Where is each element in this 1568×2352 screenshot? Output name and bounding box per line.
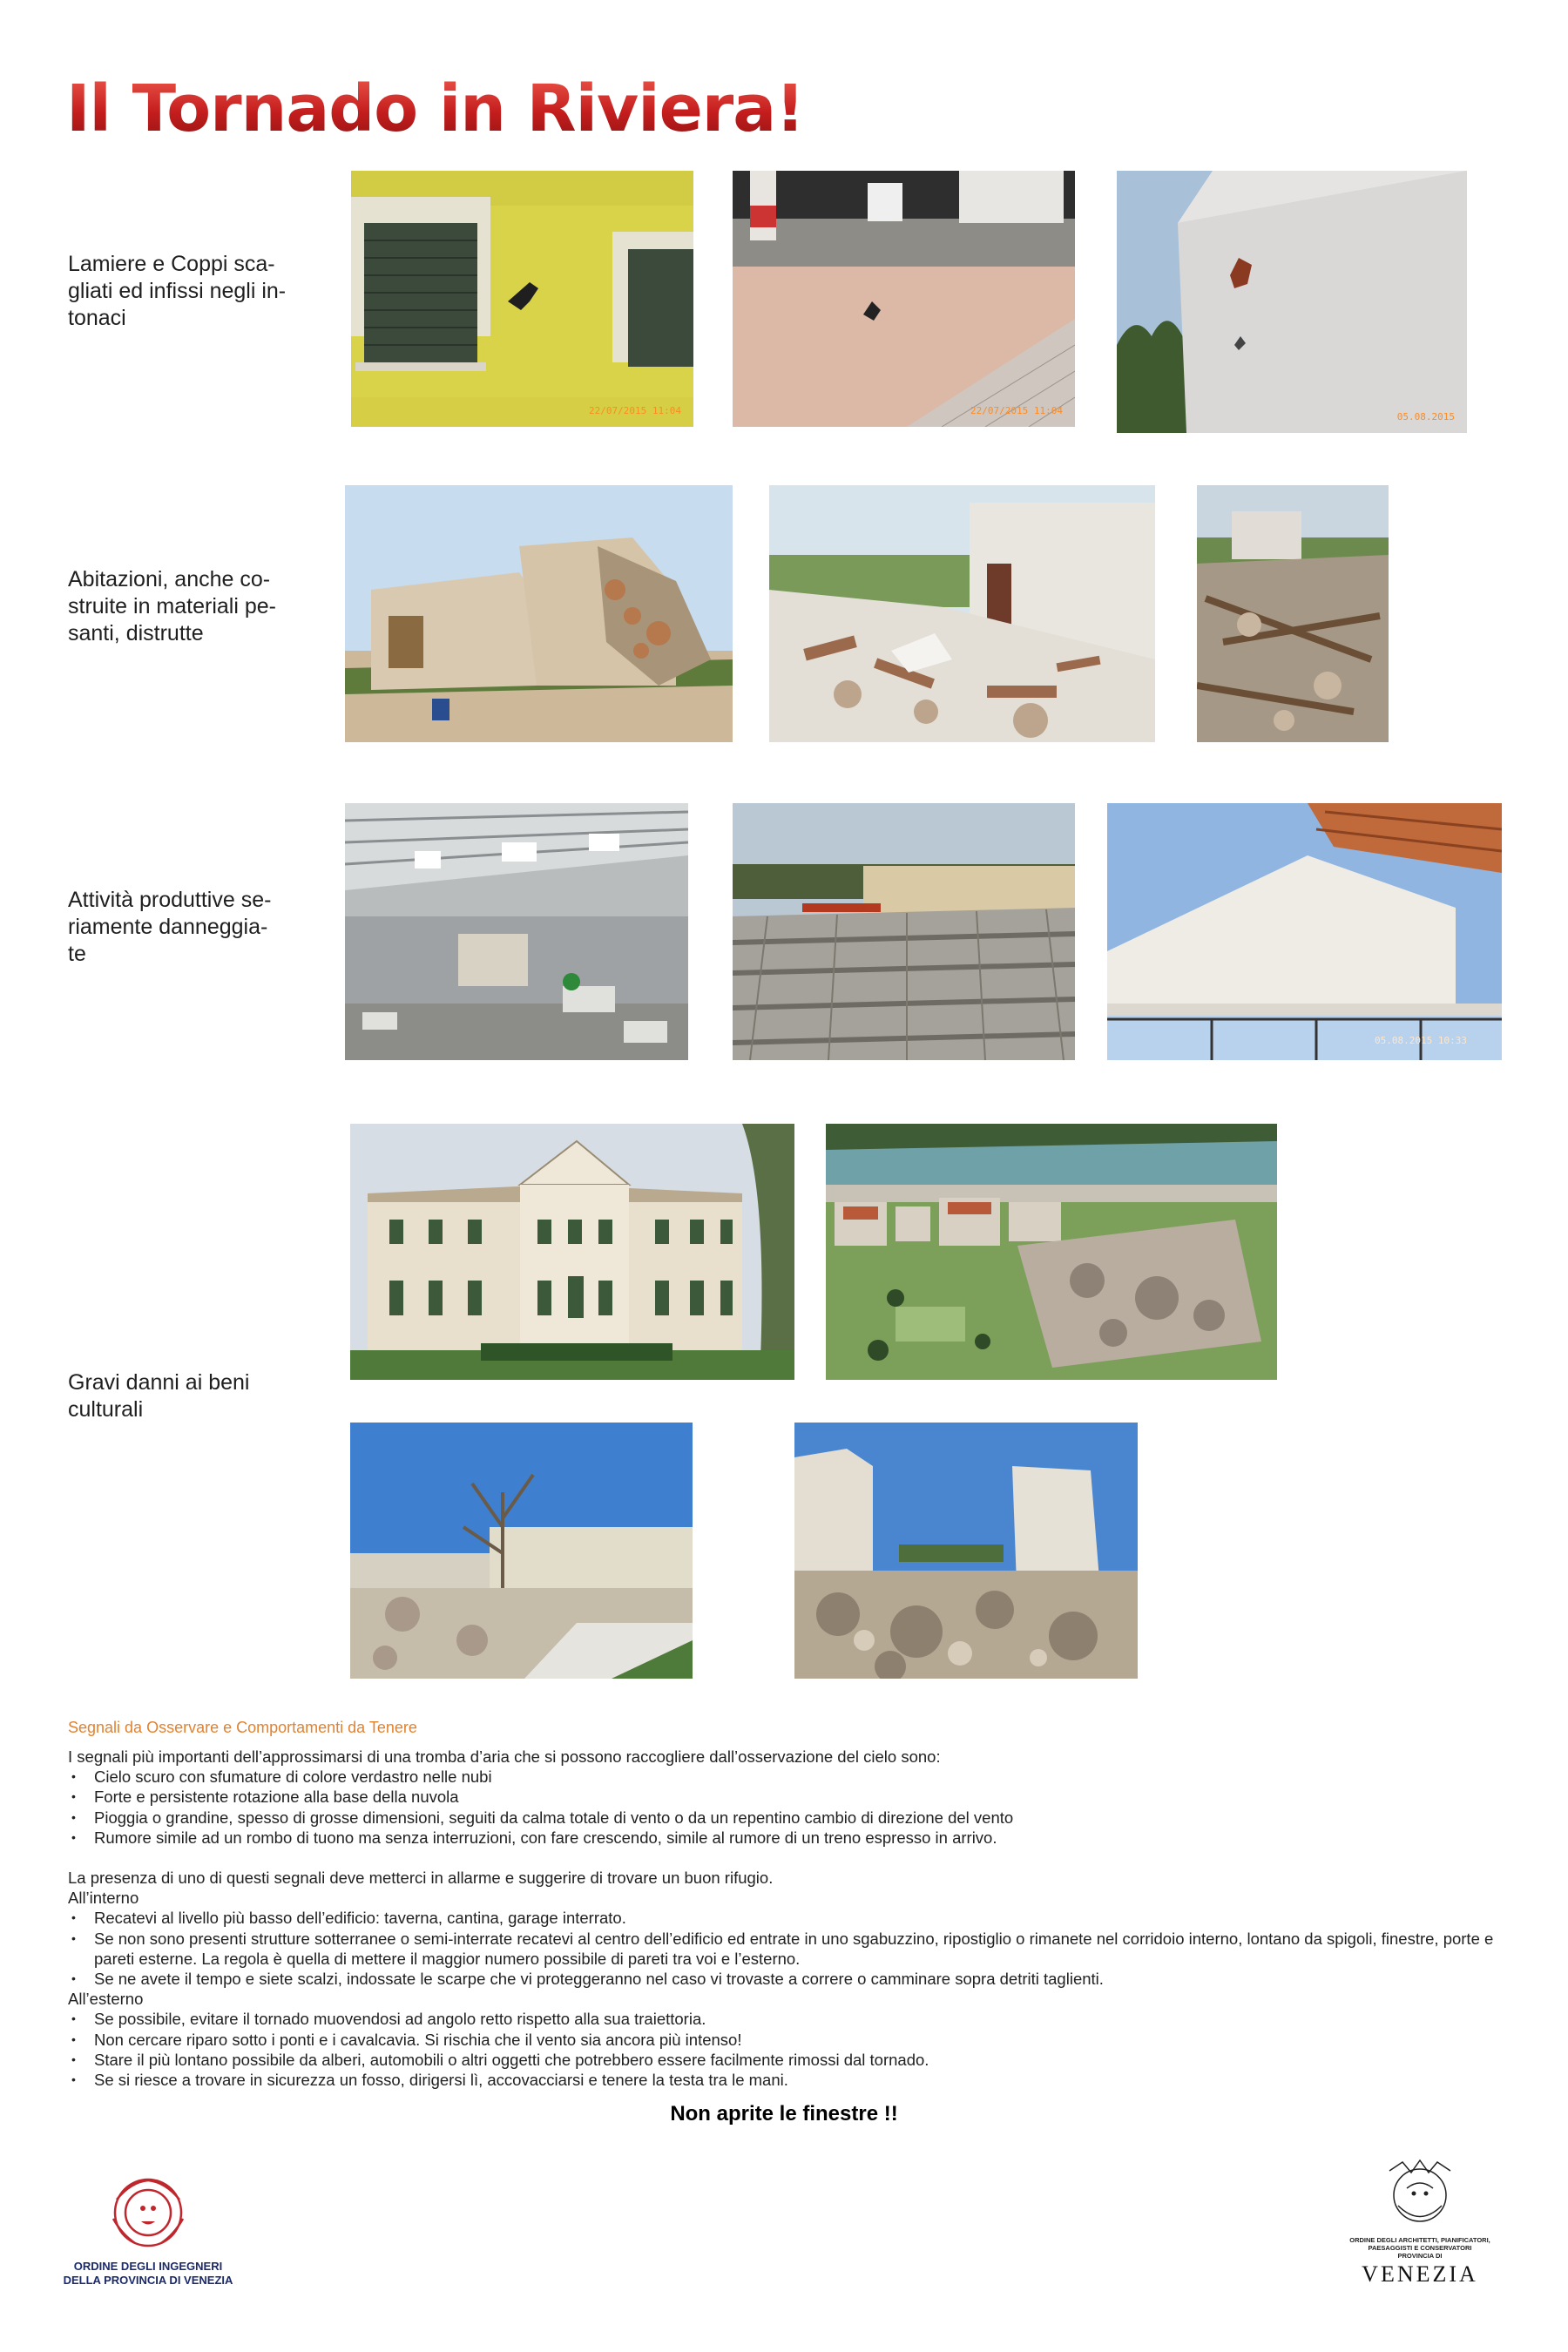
list-item: • Stare il più lontano possibile da alberi, automobili o altri oggetti che potrebbero essere facilmente rimossi dal tornado.	[68, 2050, 1505, 2070]
photo-yellow-wall	[351, 171, 693, 427]
list-item: • Pioggia o grandine, spesso di grosse dimensioni, seguiti da calma totale di vento o da un repentino cambio di direzione del vento	[68, 1808, 1505, 1828]
lion-emblem-icon	[1372, 2153, 1468, 2232]
list-item: • Se non sono presenti strutture sotterranee o semi-interrate recatevi al centro dell’edificio ed entrate in uno sgabuzzino, ripostiglio o rimanete nel corridoio interno, lontano da spigoli, finestre, porte e pareti esterne. La regola è quella di mettere il maggior numero possibile di pareti tra voi e l’esterno.	[68, 1929, 1505, 1969]
caption-houses: Abitazioni, anche co- struite in materiali pe- santi, distrutte	[68, 567, 276, 645]
engineers-name-line1: ORDINE DEGLI INGEGNERI	[73, 2260, 223, 2273]
photo-ruined-tree	[350, 1423, 693, 1679]
list-item: • Rumore simile ad un rombo di tuono ma senza interruzioni, con fare crescendo, simile al rumore di un treno espresso in arrivo.	[68, 1828, 1505, 1848]
photo-ruined-interior	[769, 485, 1155, 742]
signals-intro: I segnali più importanti dell’approssimarsi di una tromba d’aria che si possono raccogliere dall’osservazione del cielo sono:	[68, 1747, 941, 1766]
list-item: • Non cercare riparo sotto i ponti e i cavalcavia. Si rischia che il vento sia ancora più intenso!	[68, 2030, 1505, 2050]
inside-list	[68, 1908, 1505, 1989]
page-title: Il Tornado in Riviera!	[66, 71, 804, 146]
outside-list	[68, 2009, 1505, 2090]
caption-industry: Attività produttive se- riamente danneggia- te	[68, 888, 272, 966]
photo-timestamp: 22/07/2015 11:04	[970, 405, 1063, 416]
photo-damaged-roof-frame	[1107, 803, 1502, 1060]
photo-wall-corner	[1117, 171, 1467, 433]
alarm-text: La presenza di uno di questi segnali deve metterci in allarme e suggerire di trovare un buon rifugio.	[68, 1869, 774, 1888]
signs-list	[68, 1767, 1505, 1848]
caption-cultural-heritage: Gravi danni ai beni culturali	[68, 1370, 250, 1422]
list-item: • Forte e persistente rotazione alla base della nuvola	[68, 1787, 1505, 1807]
photo-factory-interior	[345, 803, 688, 1060]
list-item: • Cielo scuro con sfumature di colore verdastro nelle nubi	[68, 1767, 1505, 1787]
photo-window-sill	[733, 171, 1075, 427]
architects-name-line2: PAESAGGISTI E CONSERVATORI	[1368, 2244, 1472, 2252]
list-item: • Se si riesce a trovare in sicurezza un fosso, dirigersi lì, accovacciarsi e tenere la testa tra le mani.	[68, 2070, 1505, 2090]
photo-factory-roof	[733, 803, 1075, 1060]
architects-logo	[1342, 2153, 1498, 2288]
outside-label: All’esterno	[68, 1990, 144, 2009]
engineers-name-line2: DELLA PROVINCIA DI VENEZIA	[63, 2274, 233, 2287]
caption-roof-tiles: Lamiere e Coppi sca- gliati ed infissi negli in- tonaci	[68, 252, 287, 330]
inside-label: All’interno	[68, 1889, 139, 1908]
architects-name-line1: ORDINE DEGLI ARCHITETTI, PIANIFICATORI,	[1349, 2236, 1490, 2244]
signals-body	[68, 1747, 1505, 2090]
photo-timestamp: 22/07/2015 11:04	[589, 405, 681, 416]
list-item: • Se possibile, evitare il tornado muovendosi ad angolo retto rispetto alla sua traiettoria.	[68, 2009, 1505, 2029]
lion-emblem-icon	[105, 2173, 192, 2252]
photo-villa-before	[350, 1124, 794, 1380]
photo-timestamp: 05.08.2015 10:33	[1375, 1035, 1467, 1046]
photo-destroyed-house	[345, 485, 733, 742]
warning-text: Non aprite le finestre !!	[670, 2102, 898, 2126]
photo-rubble-walls	[794, 1423, 1138, 1679]
photo-villa-aerial-damage	[826, 1124, 1277, 1380]
architects-name-line3: PROVINCIA DI	[1397, 2252, 1443, 2260]
list-item: • Recatevi al livello più basso dell’edificio: taverna, cantina, garage interrato.	[68, 1908, 1505, 1928]
engineers-logo	[61, 2173, 235, 2288]
photo-collapsed-house	[1197, 485, 1389, 742]
signals-heading: Segnali da Osservare e Comportamenti da Tenere	[68, 1719, 417, 1736]
architects-city: VENEZIA	[1362, 2261, 1478, 2287]
list-item: • Se ne avete il tempo e siete scalzi, indossate le scarpe che vi proteggeranno nel caso vi trovaste a correre o camminare sopra detriti taglienti.	[68, 1969, 1505, 1989]
photo-timestamp: 05.08.2015	[1396, 411, 1455, 422]
